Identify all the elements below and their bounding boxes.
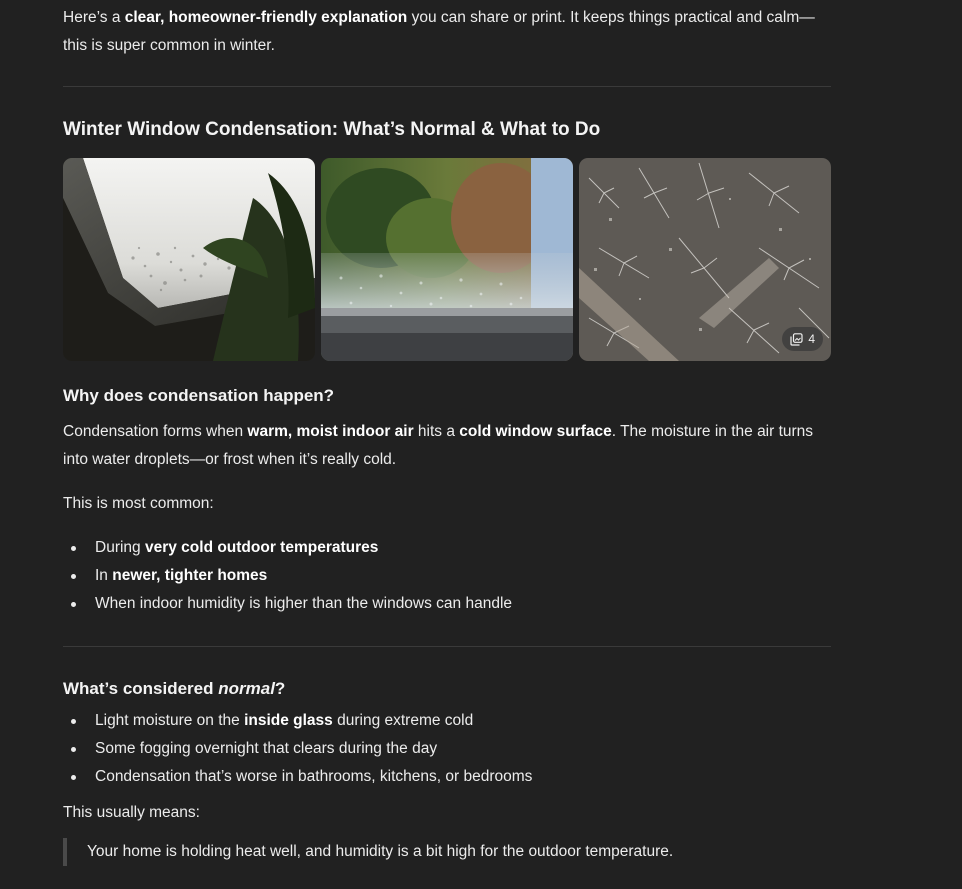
intro-text: Here’s a bbox=[63, 9, 125, 26]
common-list bbox=[63, 534, 512, 618]
why-paragraph bbox=[63, 418, 831, 474]
gallery-image[interactable] bbox=[579, 158, 831, 361]
list-item: In newer, tighter homes bbox=[63, 562, 512, 590]
gallery-image[interactable] bbox=[63, 158, 315, 361]
intro-text: you can share or print. It keeps things practical and calm—this is super common in winter. bbox=[63, 9, 815, 54]
divider bbox=[63, 646, 831, 647]
intro-bold: clear, homeowner-friendly explanation bbox=[124, 9, 408, 26]
normal-heading: What’s considered normal? bbox=[63, 679, 286, 698]
why-text: . The moisture in the air turns into water droplets—or frost when it’s really cold. bbox=[63, 423, 814, 468]
gallery-image[interactable] bbox=[321, 158, 573, 361]
why-text: Condensation forms when bbox=[63, 423, 248, 440]
why-text: hits a bbox=[413, 423, 460, 440]
section-title: Winter Window Condensation: What’s Normal & What to Do bbox=[63, 119, 601, 140]
divider bbox=[63, 86, 831, 87]
list-item: During very cold outdoor temperatures bbox=[63, 534, 512, 562]
list-item: Some fogging overnight that clears during the day bbox=[63, 735, 532, 763]
blockquote bbox=[63, 838, 673, 866]
why-bold: cold window surface bbox=[459, 423, 612, 440]
why-bold: warm, moist indoor air bbox=[247, 423, 414, 440]
normal-list bbox=[63, 707, 532, 791]
list-item: When indoor humidity is higher than the windows can handle bbox=[63, 590, 512, 618]
image-gallery bbox=[63, 158, 831, 361]
common-intro: This is most common: bbox=[63, 495, 214, 512]
image-stack-icon bbox=[790, 333, 803, 346]
list-item: Light moisture on the inside glass during extreme cold bbox=[63, 707, 532, 735]
why-heading: Why does condensation happen? bbox=[63, 386, 335, 405]
more-images-count: 4 bbox=[808, 332, 815, 346]
usually-text: This usually means: bbox=[63, 804, 200, 821]
more-images-badge[interactable] bbox=[782, 327, 823, 351]
intro-paragraph bbox=[63, 4, 831, 60]
condensation-skylight-photo bbox=[63, 158, 315, 361]
quote-text: Your home is holding heat well, and humidity is a bit high for the outdoor temperature. bbox=[87, 843, 674, 860]
fogged-window-photo bbox=[321, 158, 573, 361]
list-item: Condensation that’s worse in bathrooms, kitchens, or bedrooms bbox=[63, 763, 532, 791]
